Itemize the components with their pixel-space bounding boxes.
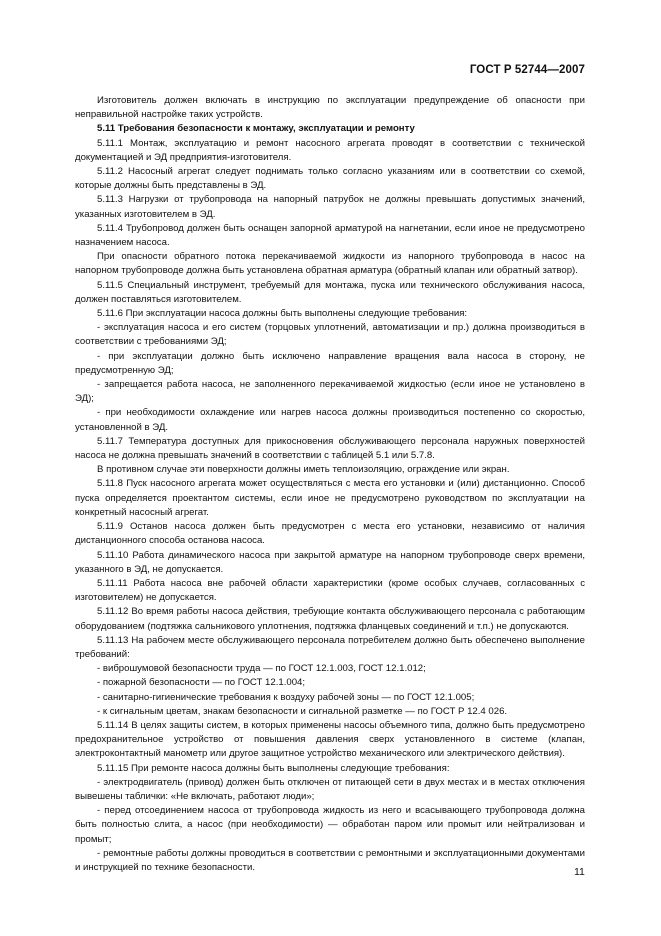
paragraph: 5.11.3 Нагрузки от трубопровода на напорный патрубок не должны превышать допустимых значений, указанных изготовителем в ЭД.: [75, 194, 585, 220]
list-item: - виброшумовой безопасности труда — по ГОСТ 12.1.003, ГОСТ 12.1.012;: [97, 663, 426, 675]
list-item: - эксплуатация насоса и его систем (торцовых уплотнений, автоматизации и пр.) должна производиться в соответствии с требованиями ЭД;: [75, 322, 585, 348]
paragraph: 5.11.5 Специальный инструмент, требуемый для монтажа, пуска или технического обслуживания насоса, должен поставляться изготовителем.: [75, 279, 585, 305]
list-item: - к сигнальным цветам, знакам безопасности и сигнальной разметке — по ГОСТ Р 12.4 026.: [97, 705, 508, 717]
paragraph: 5.11.4 Трубопровод должен быть оснащен запорной арматурой на нагнетании, если иное не предусмотрено назначением насоса.: [75, 222, 585, 249]
paragraph: 5.11.7 Температура доступных для прикосновения обслуживающего персонала наружных поверхностей насоса не должна превышать значений в соответствии с таблицей 5.1 или 5.7.8.: [75, 435, 585, 462]
paragraph: При опасности обратного потока перекачиваемой жидкости из напорного трубопровода в насос на напорном трубопроводе должна быть установлена обратная арматура (обратный клапан или обратный затвор).: [75, 251, 585, 277]
paragraph: 5.11.8 Пуск насосного агрегата может осуществляться с места его установки и (или) дистанционно. Способ пуска определяется проектантом системы, если иное не предусмотрено руководством по эксплуатации на конкретный насосный агрегат.: [75, 478, 585, 518]
paragraph: 5.11.14 В целях защиты систем, в которых применены насосы объемного типа, должно быть предусмотрено предохранительное устройство от повышения давления сверх установленного в системе (клапан, электроконтактный манометр или другое защитное устройство механического или электрического действия).: [75, 719, 585, 760]
paragraph: В противном случае эти поверхности должны иметь теплоизоляцию, ограждение или экран.: [97, 464, 510, 476]
paragraph: 5.11.2 Насосный агрегат следует поднимать только согласно указаниям или в соответствии со схемой, которые должны быть представлены в ЭД.: [75, 166, 585, 192]
document-body: [75, 94, 585, 875]
list-item: - ремонтные работы должны проводиться в соответствии с ремонтными и эксплуатационными документами и инструкцией по технике безопасности.: [75, 847, 585, 873]
page-number: 11: [574, 866, 585, 878]
paragraph: 5.11.1 Монтаж, эксплуатацию и ремонт насосного агрегата проводят в соответствии с технической документацией и ЭД предприятия-изготовителя.: [75, 137, 585, 163]
list-item: - при необходимости охлаждение или нагрев насоса должны производиться постепенно со скоростью, установленной в ЭД.: [75, 407, 585, 433]
list-item: - перед отсоединением насоса от трубопровода жидкость из него и всасывающего трубопровода должна быть полностью слита, а насос (при необходимости) — обработан паром или промыт или нейтрализован и промыт;: [75, 805, 585, 845]
paragraph: 5.11.10 Работа динамического насоса при закрытой арматуре на напорном трубопроводе сверх времени, указанного в ЭД, не допускается.: [75, 549, 585, 575]
paragraph: 5.11.6 При эксплуатации насоса должны быть выполнены следующие требования:: [97, 308, 468, 320]
paragraph: 5.11.15 При ремонте насоса должны быть выполнены следующие требования:: [97, 762, 450, 774]
list-item: - электродвигатель (привод) должен быть отключен от питающей сети в двух местах и в местах отключения вывешены таблички: «Не включать, работают люди»;: [75, 776, 585, 802]
paragraph: 5.11.12 Во время работы насоса действия, требующие контакта обслуживающего персонала с работающим оборудованием (подтяжка сальникового уплотнения, подтяжка фланцевых соединений и т.п.) не допускаются.: [75, 606, 585, 632]
list-item: - запрещается работа насоса, не заполненного перекачиваемой жидкостью (если иное не установлено в ЭД);: [75, 379, 585, 405]
list-item: - пожарной безопасности — по ГОСТ 12.1.004;: [97, 677, 306, 689]
paragraph: 5.11.13 На рабочем месте обслуживающего персонала потребителем должно быть обеспечено выполнение требований:: [75, 634, 585, 660]
paragraph: 5.11.11 Работа насоса вне рабочей области характеристики (кроме особых случаев, согласованных с изготовителем) не допускается.: [75, 577, 585, 604]
intro-paragraph: Изготовитель должен включать в инструкцию по эксплуатации предупреждение об опасности при неправильной настройке таких устройств.: [75, 95, 585, 121]
list-item: - при эксплуатации должно быть исключено направление вращения вала насоса в сторону, не предусмотренную ЭД;: [75, 350, 585, 376]
document-header: ГОСТ Р 52744—2007: [469, 64, 585, 76]
paragraph: 5.11.9 Останов насоса должен быть предусмотрен с места его установки, независимо от наличия дистанционного способа останова насоса.: [75, 521, 585, 547]
section-heading: 5.11 Требования безопасности к монтажу, эксплуатации и ремонту: [97, 123, 415, 135]
list-item: - санитарно-гигиенические требования к воздуху рабочей зоны — по ГОСТ 12.1.005;: [97, 691, 475, 703]
